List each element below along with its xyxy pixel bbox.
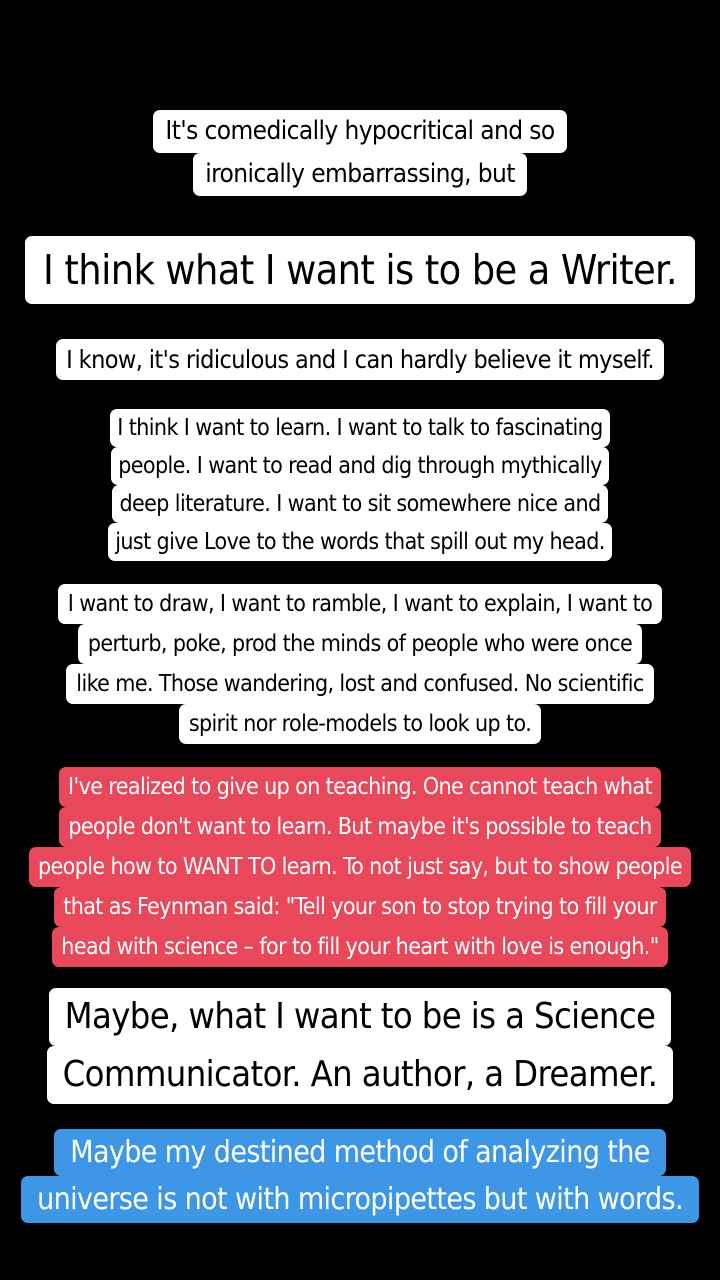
caption-line: Maybe, what I want to be is a Science xyxy=(49,988,672,1046)
caption-line: I think I want to learn. I want to talk to fascinating xyxy=(110,409,609,447)
caption-line: spirit nor role-models to look up to. xyxy=(179,704,541,744)
caption-line: that as Feynman said: "Tell your son to stop trying to fill your xyxy=(54,887,666,927)
caption-block-3 xyxy=(0,339,720,380)
caption-block-6-highlight-red xyxy=(0,767,720,967)
caption-line: like me. Those wandering, lost and confused. No scientific xyxy=(66,664,653,704)
caption-line: people. I want to read and dig through mythically xyxy=(111,447,609,485)
caption-line: people how to WANT TO learn. To not just say, but to show people xyxy=(29,847,691,887)
caption-block-1 xyxy=(0,110,720,196)
caption-block-2 xyxy=(0,236,720,304)
caption-block-7 xyxy=(0,988,720,1104)
caption-block-4 xyxy=(0,409,720,561)
caption-line: Communicator. An author, a Dreamer. xyxy=(47,1046,674,1104)
caption-line: deep literature. I want to sit somewhere nice and xyxy=(112,485,607,523)
caption-line: I think what I want is to be a Writer. xyxy=(25,236,695,304)
caption-line: people don't want to learn. But maybe it's possible to teach xyxy=(59,807,660,847)
caption-line: It's comedically hypocritical and so xyxy=(153,110,566,153)
caption-line: I want to draw, I want to ramble, I want to explain, I want to xyxy=(58,584,662,624)
caption-line: Maybe my destined method of analyzing the xyxy=(54,1129,665,1176)
caption-line: I've realized to give up on teaching. One cannot teach what xyxy=(59,767,661,807)
caption-line: ironically embarrassing, but xyxy=(193,153,527,196)
caption-line: just give Love to the words that spill out my head. xyxy=(108,523,612,561)
caption-line: universe is not with micropipettes but with words. xyxy=(21,1176,699,1223)
caption-block-8-highlight-blue xyxy=(0,1129,720,1223)
caption-line: head with science – for to fill your heart with love is enough." xyxy=(52,927,667,967)
caption-line: perturb, poke, prod the minds of people who were once xyxy=(78,624,642,664)
caption-block-5 xyxy=(0,584,720,744)
caption-line: I know, it's ridiculous and I can hardly believe it myself. xyxy=(56,339,664,380)
